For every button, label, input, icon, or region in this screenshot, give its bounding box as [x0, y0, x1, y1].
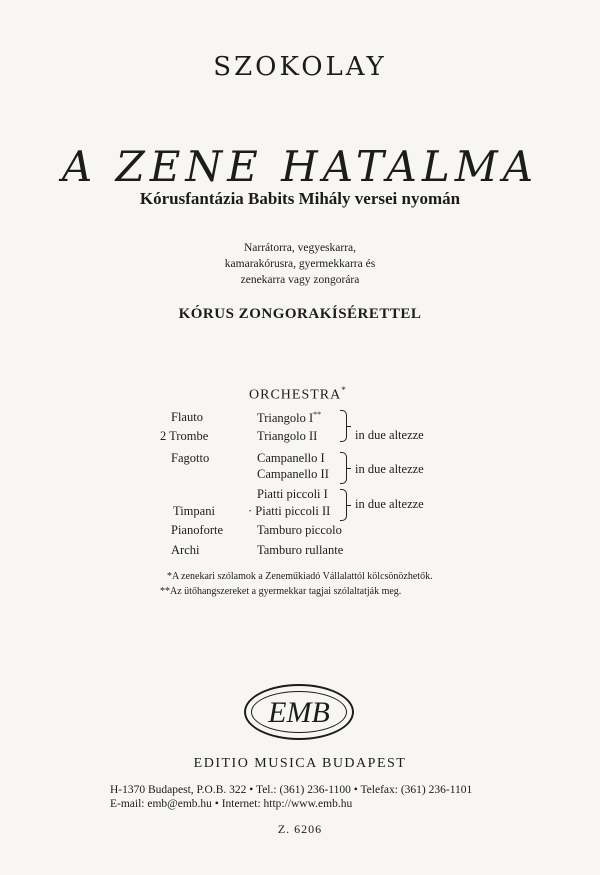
- percussion-tamburo-piccolo: Tamburo piccolo: [257, 523, 342, 537]
- percussion-campanello-2: Campanello II: [257, 467, 329, 481]
- publisher-name: EDITIO MUSICA BUDAPEST: [193, 756, 407, 771]
- emb-logo: [244, 684, 354, 740]
- orchestra-heading-label: ORCHESTRA: [249, 387, 342, 403]
- instrument-archi: Archi: [171, 543, 200, 557]
- catalog-number: Z. 6206: [277, 822, 323, 836]
- brace: [340, 410, 347, 442]
- voicing-line: kamarakórusra, gyermekkarra és: [224, 258, 376, 270]
- percussion-piatti-2: · Piatti piccoli II: [248, 504, 331, 518]
- brace: [340, 489, 347, 521]
- percussion-triangolo-1: [257, 410, 321, 426]
- brace: [340, 452, 347, 484]
- percussion-piatti-1: Piatti piccoli I: [257, 487, 328, 501]
- percussion-triangolo-2: Triangolo II: [257, 429, 318, 443]
- voicing-line: zenekarra vagy zongorára: [240, 274, 360, 286]
- publisher-address: H-1370 Budapest, P.O.B. 322 • Tel.: (361) 236-1100 • Telefax: (361) 236-1101: [110, 784, 473, 796]
- voicing-line: Narrátorra, vegyeskarra,: [243, 242, 357, 254]
- instrument-timpani: Timpani: [173, 504, 215, 518]
- work-subtitle: Kórusfantázia Babits Mihály versei nyomán: [139, 189, 461, 208]
- instrument-fagotto: Fagotto: [171, 451, 210, 465]
- orchestra-heading: [249, 385, 347, 404]
- footnote-mark: *: [341, 385, 347, 395]
- footnote: *A zenekari szólamok a Zeneműkiadó Vállalattól kölcsönözhetők.: [167, 571, 433, 582]
- altezze-note: in due altezze: [355, 497, 424, 511]
- footnote-mark: **: [313, 410, 322, 419]
- instrument-pianoforte: Pianoforte: [171, 523, 224, 537]
- altezze-note: in due altezze: [355, 462, 424, 476]
- percussion-label: Piatti piccoli II: [255, 504, 331, 518]
- instrument-trombe: 2 Trombe: [160, 429, 209, 443]
- work-title: A ZENE HATALMA: [61, 142, 539, 191]
- instrument-flauto: Flauto: [171, 410, 203, 424]
- percussion-tamburo-rullante: Tamburo rullante: [257, 543, 344, 557]
- edition-type: KÓRUS ZONGORAKÍSÉRETTEL: [178, 306, 422, 322]
- logo-text: EMB: [268, 696, 330, 729]
- percussion-label: Triangolo I: [257, 411, 314, 426]
- altezze-note: in due altezze: [355, 428, 424, 442]
- percussion-campanello-1: Campanello I: [257, 451, 325, 465]
- composer-name: SZOKOLAY: [213, 52, 387, 82]
- footnote: **Az ütőhangszereket a gyermekkar tagjai szólaltatják meg.: [160, 586, 402, 597]
- publisher-contact: E-mail: emb@emb.hu • Internet: http://www.emb.hu: [110, 798, 353, 810]
